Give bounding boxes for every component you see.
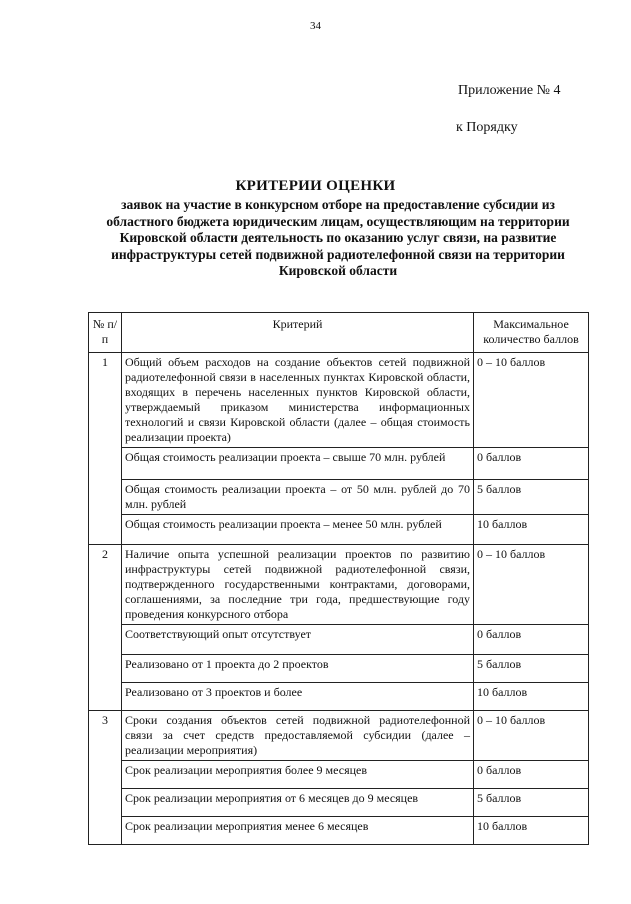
table-row (89, 817, 589, 845)
document-subtitle: заявок на участие в конкурсном отборе на предоставление субсидии из областного бюджета юридическим лицам, осуществляющим на территории Кировской области деятельность по оказанию услуг связи, на развитие инфраструктуры сетей подвижной радиотелефонной связи на территории Кировской области (106, 197, 570, 279)
header-max-score: Максимальное количество баллов (474, 313, 589, 353)
option-text: Срок реализации мероприятия более 9 месяцев (122, 761, 474, 789)
header-num: № п/п (89, 313, 122, 353)
criterion-score: 0 – 10 баллов (474, 545, 589, 625)
option-text: Реализовано от 1 проекта до 2 проектов (122, 655, 474, 683)
table-row (89, 480, 589, 515)
option-score: 5 баллов (474, 789, 589, 817)
table-row (89, 545, 589, 625)
option-score: 5 баллов (474, 480, 589, 515)
page-number: 34 (310, 20, 321, 32)
option-score: 10 баллов (474, 817, 589, 845)
option-score: 10 баллов (474, 515, 589, 545)
criterion-text: Наличие опыта успешной реализации проектов по развитию инфраструктуры сетей подвижной радиотелефонной связи, подтвержденного государственными контрактами, договорами, соглашениями, за последние три года, предшествующие году проведения конкурсного отбора (122, 545, 474, 625)
option-text: Соответствующий опыт отсутствует (122, 625, 474, 655)
criterion-number: 3 (89, 711, 122, 845)
header-criterion: Критерий (122, 313, 474, 353)
option-score: 0 баллов (474, 761, 589, 789)
table-row (89, 515, 589, 545)
appendix-label: Приложение № 4 (458, 83, 561, 98)
criterion-text: Общий объем расходов на создание объектов сетей подвижной радиотелефонной связи в населенных пунктах Кировской области, входящих в перечень населенных пунктов Кировской области, утверждаемый приказом министерства информационных технологий и связи Кировской области (далее – общая стоимость реализации проекта) (122, 353, 474, 448)
option-text: Срок реализации мероприятия от 6 месяцев до 9 месяцев (122, 789, 474, 817)
table-row (89, 353, 589, 448)
document-title: КРИТЕРИИ ОЦЕНКИ (235, 178, 396, 194)
criterion-text: Сроки создания объектов сетей подвижной радиотелефонной связи за счет средств предоставляемой субсидии (далее – реализации мероприятия) (122, 711, 474, 761)
table-row (89, 655, 589, 683)
criterion-number: 1 (89, 353, 122, 545)
criteria-table (88, 312, 589, 845)
table-row (89, 683, 589, 711)
criterion-score: 0 – 10 баллов (474, 353, 589, 448)
option-text: Общая стоимость реализации проекта – от 50 млн. рублей до 70 млн. рублей (122, 480, 474, 515)
table-row (89, 711, 589, 761)
table-row (89, 761, 589, 789)
table-row (89, 789, 589, 817)
option-text: Срок реализации мероприятия менее 6 месяцев (122, 817, 474, 845)
option-score: 0 баллов (474, 448, 589, 480)
option-text: Реализовано от 3 проектов и более (122, 683, 474, 711)
option-text: Общая стоимость реализации проекта – менее 50 млн. рублей (122, 515, 474, 545)
table-row (89, 625, 589, 655)
table-row (89, 448, 589, 480)
option-score: 5 баллов (474, 655, 589, 683)
option-score: 10 баллов (474, 683, 589, 711)
option-score: 0 баллов (474, 625, 589, 655)
criterion-score: 0 – 10 баллов (474, 711, 589, 761)
appendix-reference: к Порядку (456, 120, 518, 135)
criterion-number: 2 (89, 545, 122, 711)
option-text: Общая стоимость реализации проекта – свыше 70 млн. рублей (122, 448, 474, 480)
